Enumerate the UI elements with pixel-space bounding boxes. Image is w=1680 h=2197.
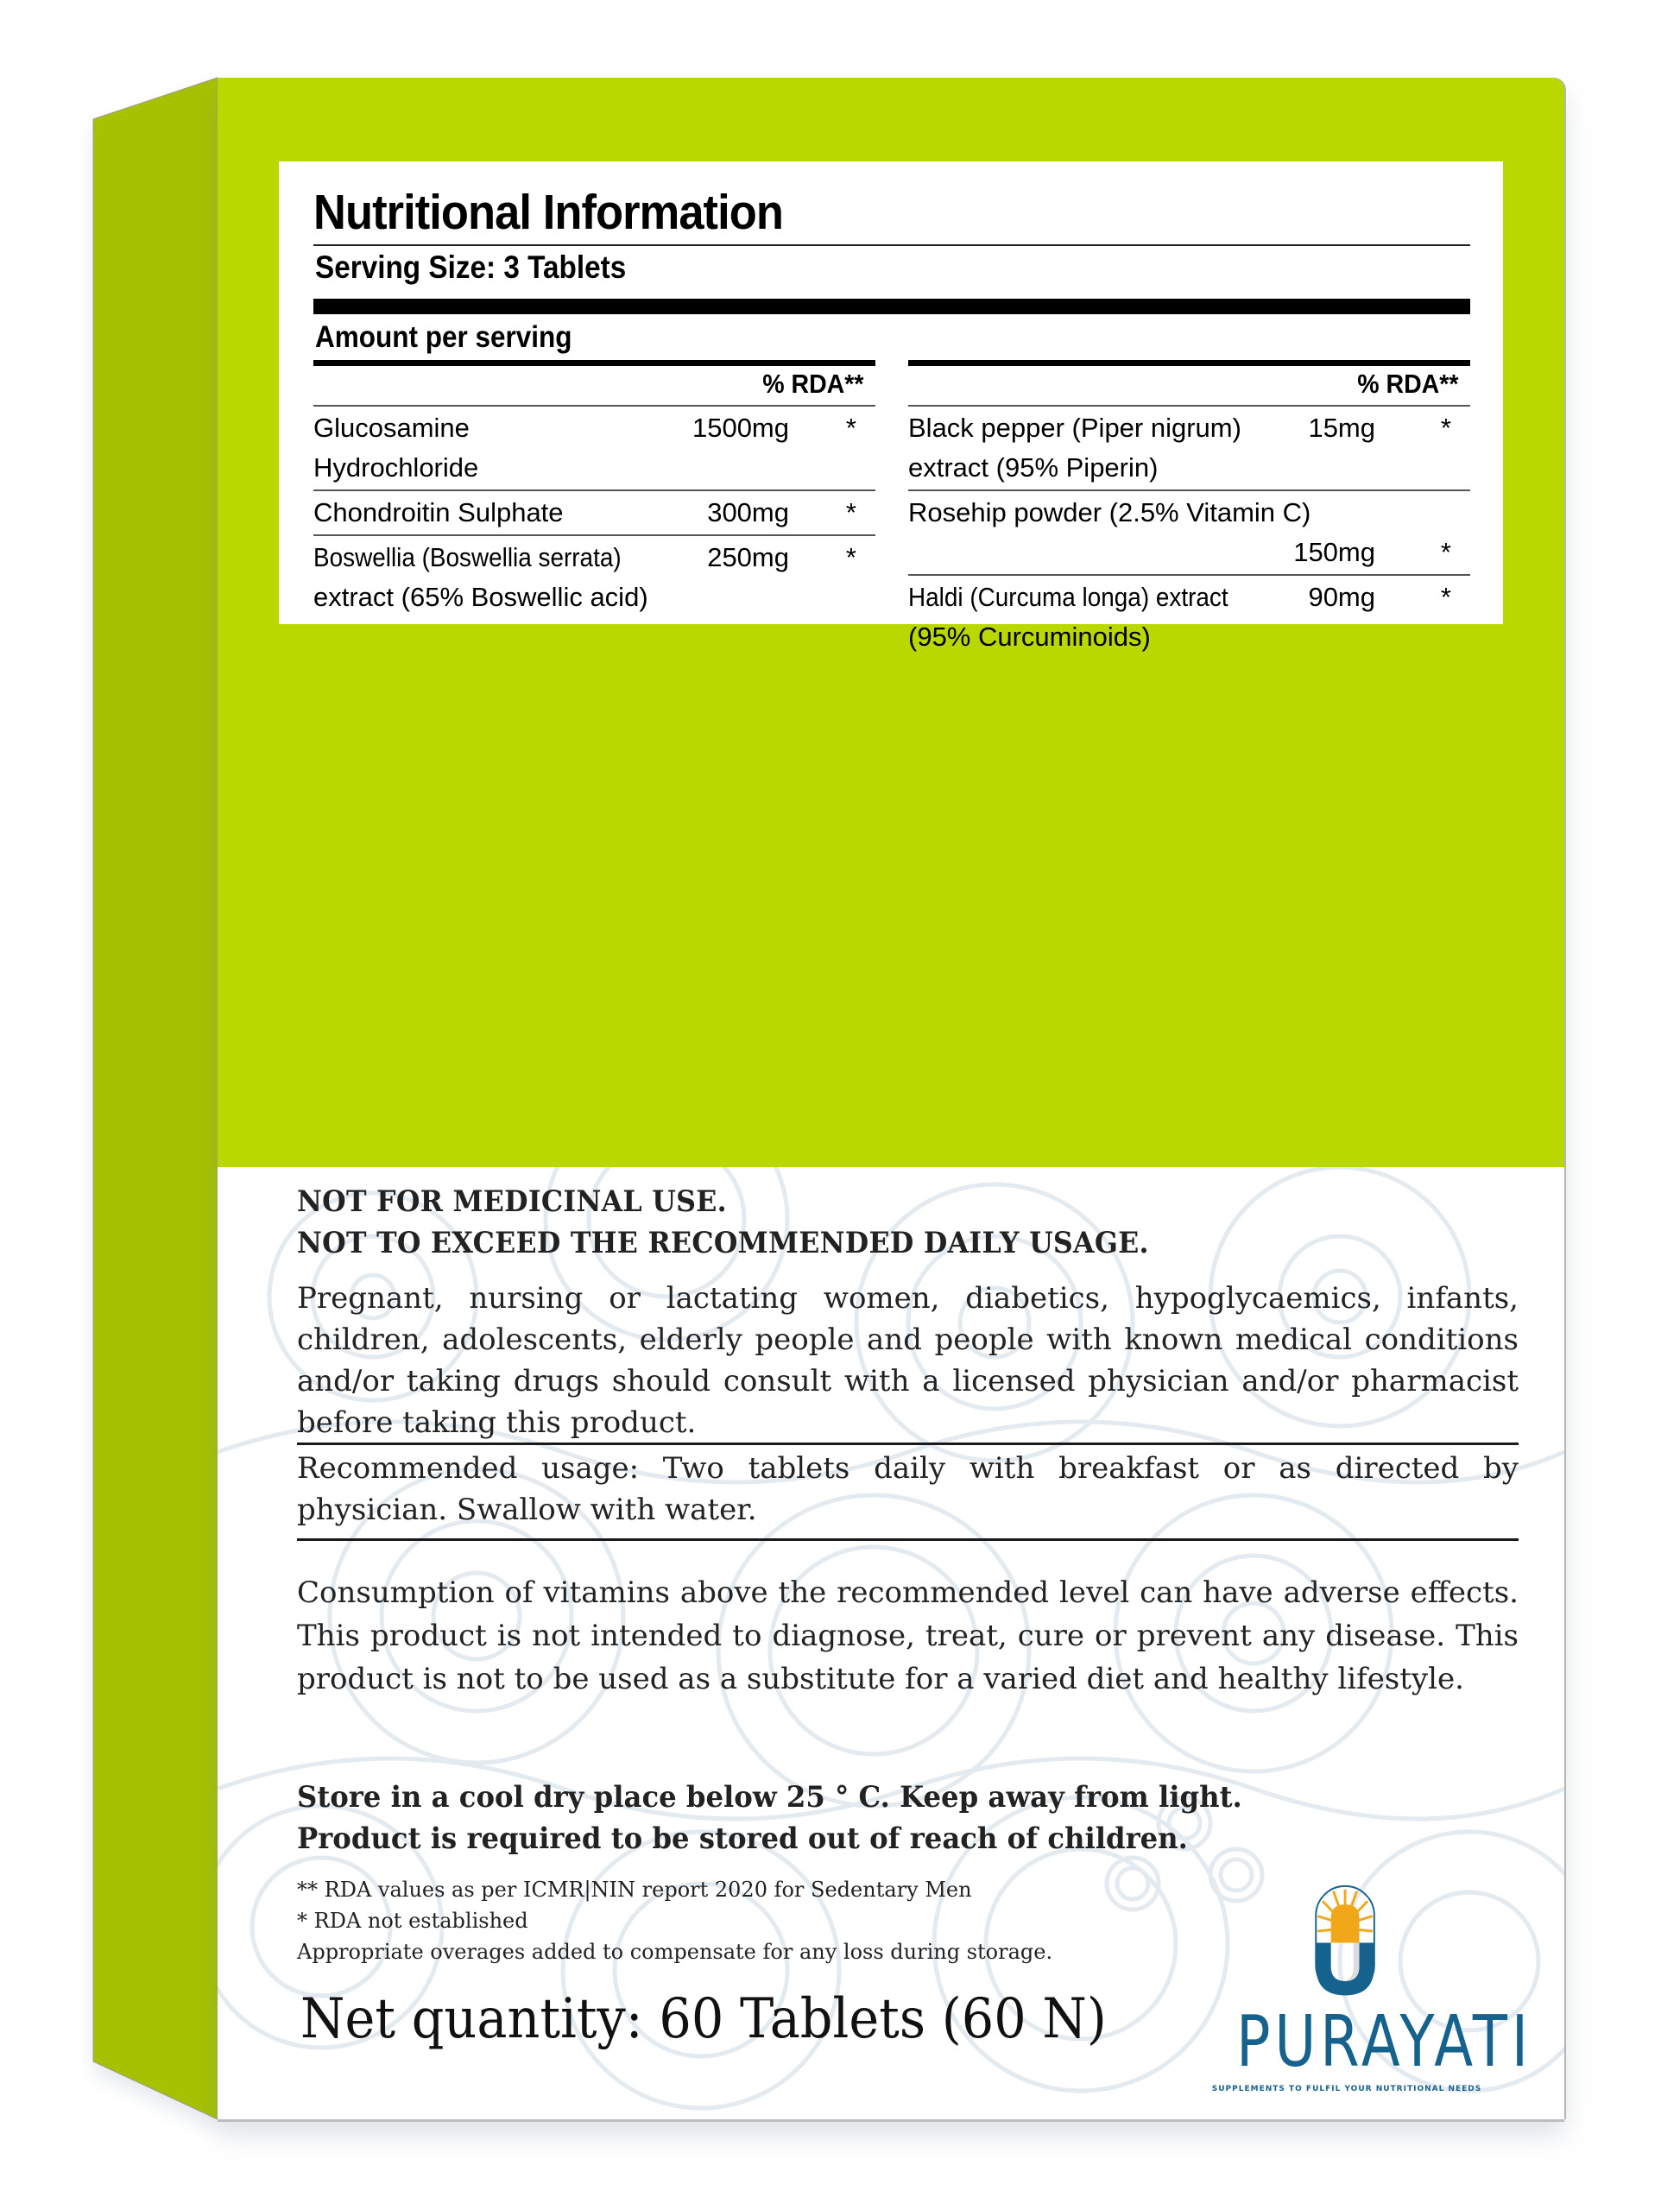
label-lower-section [218,1167,1564,2119]
row-divider [908,405,1470,407]
ingredient-name: Rosehip powder (2.5% Vitamin C) [908,497,1311,527]
side-face [93,78,218,2119]
column-top-rule [313,360,875,366]
row-divider [313,405,875,407]
thick-divider [313,299,1470,314]
amount-per-serving: Amount per serving [315,320,572,354]
rda-header: % RDA** [761,369,863,399]
row-divider [908,489,1470,491]
ingredient-name: Glucosamine [313,413,470,443]
divider-top [297,1443,1519,1445]
ingredient-amount: 300mg [707,497,789,527]
warning-headline-1: NOT FOR MEDICINAL USE. [297,1184,727,1219]
ingredient-amount: 90mg [1308,582,1375,612]
row-divider [313,534,875,536]
footnote-rda-not-established: * RDA not established [297,1909,528,1933]
row-divider [313,489,875,491]
net-quantity: Net quantity: 60 Tablets (60 N) [300,1987,1107,2051]
ingredient-name: Haldi (Curcuma longa) extract [908,582,1228,612]
recommended-usage: Recommended usage: Two tablets daily with breakfast or as directed by physician. Swallow with water. [297,1451,1519,1527]
ingredient-amount: 150mg [1293,537,1375,567]
ingredient-rda: * [845,542,856,572]
box-front-face [218,78,1564,2119]
ingredient-name-cont: Hydrochloride [313,452,479,483]
footnote-overages: Appropriate overages added to compensate for any loss during storage. [297,1940,1053,1964]
ingredient-rda: * [845,497,856,527]
warning-headline-2: NOT TO EXCEED THE RECOMMENDED DAILY USAGE. [297,1226,1149,1260]
rda-header: % RDA** [1356,369,1458,399]
title-rule [313,244,1470,246]
ingredient-rda: * [1440,582,1451,612]
brand-logo [1209,1883,1532,2099]
ingredient-amount: 250mg [707,542,789,572]
brand-tagline: SUPPLEMENTS TO FULFIL YOUR NUTRITIONAL NEEDS [1211,2085,1482,2093]
caution-paragraph: Pregnant, nursing or lactating women, diabetics, hypoglycaemics, infants, children, adolescents, elderly people and people with known medical conditions and/or taking drugs should consult with a licensed physician and/or pharmacist before taking this product. [297,1281,1519,1440]
ingredient-name: Boswellia (Boswellia serrata) [313,542,622,572]
column-top-rule [908,360,1470,366]
row-divider [908,574,1470,576]
ingredient-name: Black pepper (Piper nigrum) [908,413,1241,443]
footnote-rda-source: ** RDA values as per ICMR|NIN report 2020 for Sedentary Men [297,1878,972,1902]
brand-name: PURAYATI [1236,2001,1532,2083]
ingredient-name-cont: (95% Curcuminoids) [908,622,1151,652]
capsule-sun-icon [1209,1883,1485,2004]
ingredient-amount: 1500mg [692,413,789,443]
disclaimer-paragraph: Consumption of vitamins above the recommended level can have adverse effects. This product is not intended to diagnose, treat, cure or prevent any disease. This product is not to be used as a substitute for a varied diet and healthy lifestyle. [297,1575,1519,1696]
ingredient-rda: * [1440,537,1451,567]
storage-instruction-1: Store in a cool dry place below 25 ° C. Keep away from light. [297,1780,1242,1815]
divider-bottom [297,1538,1519,1541]
ingredient-name-cont: extract (65% Boswellic acid) [313,582,648,612]
nutrition-panel [279,161,1503,652]
serving-size: Serving Size: 3 Tablets [315,249,627,285]
ingredient-name: Chondroitin Sulphate [313,497,564,527]
nutrition-title: Nutritional Information [313,185,783,240]
ingredient-rda: * [845,413,856,443]
ingredient-rda: * [1440,413,1451,443]
ingredient-amount: 15mg [1308,413,1375,443]
storage-instruction-2: Product is required to be stored out of reach of children. [297,1821,1188,1856]
ingredient-name-cont: extract (95% Piperin) [908,452,1159,483]
